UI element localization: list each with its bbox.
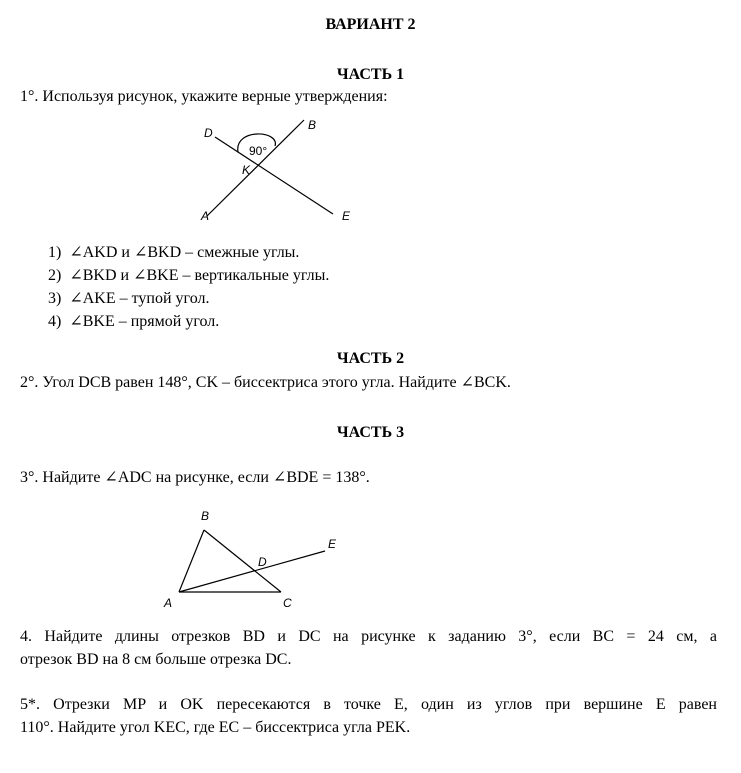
point-D-label: D bbox=[258, 555, 267, 569]
line-DE bbox=[215, 137, 333, 214]
point-B-label: B bbox=[201, 509, 210, 523]
segment-BC bbox=[204, 530, 281, 592]
angle-label: 90° bbox=[249, 144, 268, 158]
option-3: 3) ∠AKE – тупой угол. bbox=[48, 290, 210, 307]
figure-triangle bbox=[155, 500, 355, 615]
question-2: 2°. Угол DCB равен 148°, CK – биссектриса этого угла. Найдите ∠BCK. bbox=[20, 374, 511, 391]
segment-AE bbox=[179, 551, 325, 592]
part1-heading: ЧАСТЬ 1 bbox=[336, 66, 405, 83]
point-A-label: A bbox=[201, 209, 210, 223]
question-4-line-1: 4. Найдите длины отрезков BD и DC на рисунке к заданию 3°, если BC = 24 см, а bbox=[20, 628, 717, 645]
point-B-label: B bbox=[308, 118, 317, 132]
point-D-label: D bbox=[204, 126, 213, 140]
part2-heading: ЧАСТЬ 2 bbox=[336, 350, 405, 367]
figure-intersecting-lines bbox=[190, 112, 370, 228]
point-C-label: C bbox=[283, 596, 292, 610]
question-5-line-2: 110°. Найдите угол KEC, где EC – биссектриса угла PEK. bbox=[20, 719, 411, 736]
question-3: 3°. Найдите ∠ADC на рисунке, если ∠BDE = 138°. bbox=[20, 469, 370, 486]
options-list bbox=[48, 241, 329, 333]
option-2: 2) ∠BKD и ∠BKE – вертикальные углы. bbox=[48, 267, 330, 284]
part3-heading: ЧАСТЬ 3 bbox=[336, 424, 405, 441]
point-E-label: E bbox=[328, 537, 337, 551]
option-1: 1) ∠AKD и ∠BKD – смежные углы. bbox=[48, 244, 300, 261]
variant-title: ВАРИАНТ 2 bbox=[325, 16, 416, 33]
segment-AB bbox=[179, 530, 204, 592]
point-K-label: K bbox=[242, 163, 251, 177]
option-4: 4) ∠BKE – прямой угол. bbox=[48, 313, 220, 330]
question-5-line-1: 5*. Отрезки MP и OK пересекаются в точке E, один из углов при вершине E равен bbox=[20, 696, 717, 713]
point-E-label: E bbox=[342, 209, 351, 223]
point-A-label: A bbox=[164, 596, 173, 610]
question-4-line-2: отрезок BD на 8 см больше отрезка DC. bbox=[20, 651, 292, 668]
question-1: 1°. Используя рисунок, укажите верные утверждения: bbox=[20, 88, 388, 105]
